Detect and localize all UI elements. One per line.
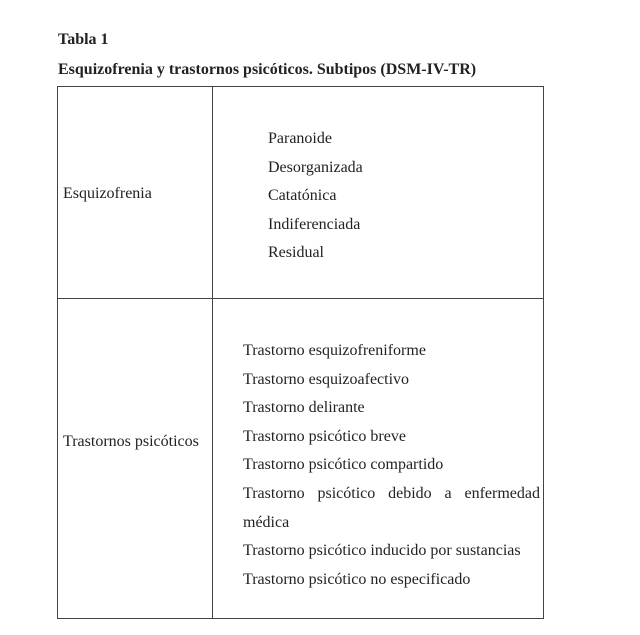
subtype-item: Catatónica (268, 187, 337, 204)
subtype-item: Trastorno psicótico breve (243, 427, 406, 445)
subtype-item: Trastorno esquizofreniforme (243, 342, 426, 359)
subtype-item: Residual (268, 244, 324, 261)
subtype-item: Trastorno psicótico no especificado (243, 570, 471, 588)
subtype-item: Desorganizada (268, 158, 363, 176)
table-title: Esquizofrenia y trastornos psicóticos. Subtipos (DSM-IV-TR) (58, 61, 477, 78)
category-cell-trastornos-psicoticos: Trastornos psicóticos (63, 433, 199, 450)
subtype-item: Paranoide (268, 130, 332, 147)
table-number-label: Tabla 1 (58, 31, 109, 48)
subtype-list-esquizofrenia (268, 125, 363, 268)
subtype-item: Trastorno psicótico debido a enfermedad médica (243, 484, 540, 531)
category-cell-esquizofrenia: Esquizofrenia (63, 185, 152, 202)
column-divider (212, 87, 213, 618)
subtype-item: Trastorno psicótico compartido (243, 456, 444, 474)
subtype-item: Trastorno esquizoafectivo (243, 370, 410, 388)
row-divider (58, 298, 543, 299)
subtype-item: Trastorno psicótico inducido por sustancias (243, 542, 521, 560)
subtype-item: Trastorno delirante (243, 399, 365, 417)
subtype-list-trastornos-psicoticos (243, 337, 540, 594)
subtype-item: Indiferenciada (268, 215, 361, 233)
subtypes-table (57, 86, 544, 619)
